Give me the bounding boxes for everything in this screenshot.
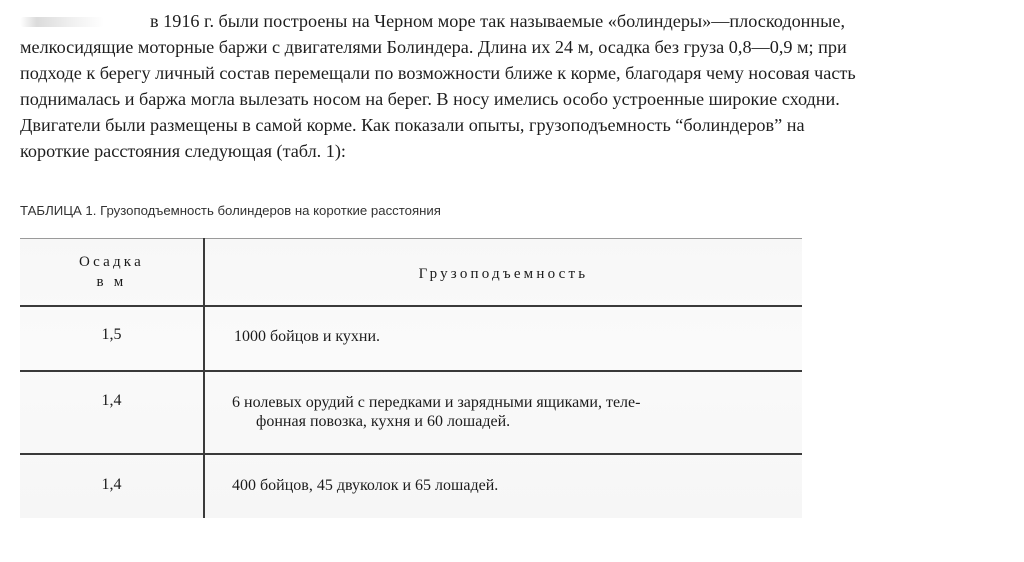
row-draft: 1,4 [101,476,122,493]
redacted-smudge [20,17,104,27]
row-capacity: 6 нолевых орудий с передками и зарядными ящиками, теле- фонная повозка, кухня и 60 лошадей. [232,394,641,430]
header-draft: Осадка в м [79,254,144,290]
paragraph-line: Двигатели были размещены в самой корме. Как показали опыты, грузоподъемность “болиндеров” на [20,115,805,135]
paragraph-line: поднималась и баржа могла вылезать носом на берег. В носу имелись особо устроенные широкие сходни. [20,89,840,109]
body-paragraph [20,8,1020,164]
table-caption: ТАБЛИЦА 1. Грузоподъемность болиндеров на короткие расстояния [20,203,441,218]
table-header-divider [20,305,802,307]
capacity-table [20,238,802,518]
paragraph-line: в 1916 г. были построены на Черном море так называемые «болиндеры»—плоскодонные, [20,8,1020,34]
table-row-divider [20,453,802,455]
row-draft: 1,5 [101,326,122,343]
row-capacity: 400 бойцов, 45 двуколок и 65 лошадей. [232,477,499,494]
row-draft: 1,4 [101,392,122,409]
header-capacity: Грузоподъемность [418,266,589,282]
paragraph-line: короткие расстояния следующая (табл. 1): [20,141,346,161]
paragraph-line: подходе к берегу личный состав перемещали по возможности ближе к корме, благодаря чему носовая часть [20,63,856,83]
table-top-border [20,238,802,239]
row-capacity: 1000 бойцов и кухни. [234,328,381,345]
table-row-divider [20,370,802,372]
paragraph-line: мелкосидящие моторные баржи с двигателями Болиндера. Длина их 24 м, осадка без груза 0,8—0,9 м; при [20,37,847,57]
